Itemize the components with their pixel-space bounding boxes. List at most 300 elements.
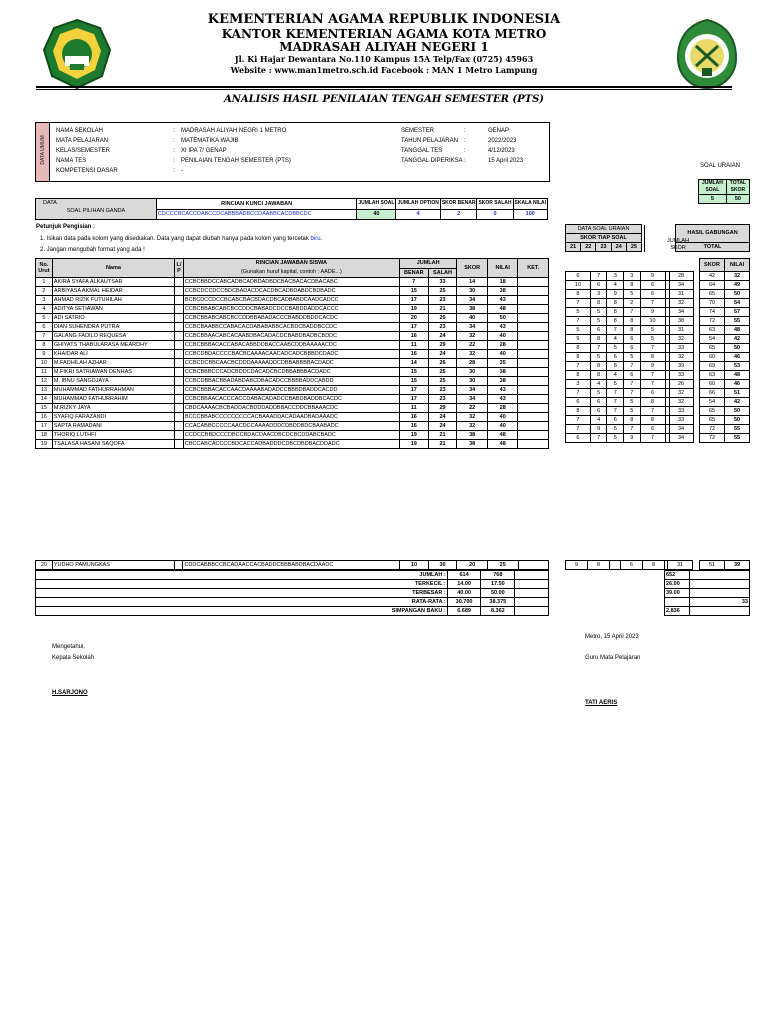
- row-ket[interactable]: [518, 395, 549, 404]
- essay-score-cell[interactable]: 7: [566, 388, 591, 397]
- essay-score-cell[interactable]: 3: [566, 379, 591, 388]
- row-nama[interactable]: M.RIZKY JAYA: [52, 404, 174, 413]
- row-benar: 20: [399, 314, 428, 323]
- essay-score-cell[interactable]: 5: [590, 388, 607, 397]
- row-jawaban[interactable]: CCBCBBAACABCACAABDBACADACDCBABDBADBCBDDC: [183, 332, 399, 341]
- essay-score-cell[interactable]: 8: [590, 370, 607, 379]
- essay-score-cell[interactable]: 8: [640, 397, 665, 406]
- essay-score-cell[interactable]: 7: [624, 307, 641, 316]
- table-row: [36, 287, 549, 296]
- info-value: GENAP: [488, 128, 510, 134]
- essay-score-cell[interactable]: 7: [624, 361, 641, 370]
- row-lp[interactable]: [174, 422, 183, 431]
- row20-nama[interactable]: YUDHO PAMUNGKAS: [52, 561, 174, 570]
- statistics-table-essay: [664, 570, 750, 616]
- row-jawaban[interactable]: CCDCCBBDCCCDBCCBDACDAACDBCDCBCDDABCBADC: [183, 431, 399, 440]
- soal-uraian-total-value[interactable]: 50: [726, 195, 749, 204]
- soal-uraian-title: SOAL URAIAN: [700, 163, 741, 169]
- essay-score-cell[interactable]: 9: [640, 271, 665, 280]
- essay-score-cell[interactable]: 5: [624, 406, 641, 415]
- essay-score-cell[interactable]: 6: [590, 280, 607, 289]
- essay-score-cell[interactable]: 4: [590, 379, 607, 388]
- essay-score-cell[interactable]: 7: [566, 361, 591, 370]
- row-nama[interactable]: ARBIYASA AKMAL HEIDAR: [52, 287, 174, 296]
- essay-row: [566, 361, 750, 370]
- essay-score-cell[interactable]: 7: [607, 388, 624, 397]
- row-skor: 38: [457, 440, 488, 449]
- essay-score-cell[interactable]: 8: [566, 406, 591, 415]
- essay-score-cell[interactable]: 7: [607, 406, 624, 415]
- row-lp[interactable]: [174, 377, 183, 386]
- table-row: [36, 386, 549, 395]
- row-nama[interactable]: MUHAMMAD FATHURRAHMAN: [52, 386, 174, 395]
- answer-key-salah[interactable]: 0: [477, 209, 513, 220]
- essay-score-cell[interactable]: 8: [607, 316, 624, 325]
- row-nama[interactable]: ADI SATRIO: [52, 314, 174, 323]
- instructions-item-1: 1. Isikan data pada kolom yang disediakan. Data yang dapat diubah hanya pada kolom yang tercetak biru.: [40, 236, 323, 242]
- row-lp[interactable]: [174, 332, 183, 341]
- essay-row: [566, 397, 750, 406]
- info-label: KELAS/SEMESTER: [56, 148, 111, 154]
- row-nama[interactable]: THORIQ LUTHFI: [52, 431, 174, 440]
- essay-score-cell[interactable]: 5: [607, 424, 624, 433]
- row-salah: 24: [428, 413, 457, 422]
- essay-score-cell[interactable]: 7: [624, 388, 641, 397]
- row-lp[interactable]: [174, 296, 183, 305]
- row-benar: 17: [399, 395, 428, 404]
- row-salah: 25: [428, 377, 457, 386]
- row20-no: 20: [36, 561, 53, 570]
- row-no: 19: [36, 440, 53, 449]
- essay-jumlah-cell: 32: [669, 388, 693, 397]
- essay-score-cell[interactable]: 6: [566, 433, 591, 442]
- soal-uraian-total-header: TOTAL SKOR: [726, 180, 749, 195]
- answer-key-salah-header: SKOR SALAH: [477, 199, 513, 210]
- essay-row: [566, 325, 750, 334]
- row-benar: 17: [399, 386, 428, 395]
- row-no: 8: [36, 341, 53, 350]
- row-jawaban[interactable]: BCBCDCCDCCBCABCBACBDACDBCADBABDCAADCADCC: [183, 296, 399, 305]
- essay-score-cell[interactable]: 8: [566, 370, 591, 379]
- essay-body-jumlah-gap: [669, 259, 693, 272]
- combined-nilai-header: NILAI: [725, 259, 750, 272]
- row-ket[interactable]: [518, 377, 549, 386]
- stats-gabungan: [690, 589, 750, 598]
- row-lp[interactable]: [174, 287, 183, 296]
- row20-q[interactable]: 8: [588, 561, 610, 570]
- row-lp[interactable]: [174, 323, 183, 332]
- row-jawaban[interactable]: CCBCDCBBCAACBCDDDAAAAADDCDBBABBBBACDADC: [183, 359, 399, 368]
- essay-score-cell[interactable]: 8: [640, 352, 665, 361]
- row-nama[interactable]: M. IBNU SANGDJAYA: [52, 377, 174, 386]
- row-jawaban[interactable]: BCCCBBABCCCCCCCCCACBAAADDACADAADBADAAADC: [183, 413, 399, 422]
- row-nama[interactable]: AHMAD RIZIK FUTUHILAH: [52, 296, 174, 305]
- essay-score-cell[interactable]: 3: [607, 271, 624, 280]
- essay-score-cell[interactable]: 7: [640, 406, 665, 415]
- stats-ket: [515, 571, 549, 580]
- essay-score-cell[interactable]: 8: [624, 280, 641, 289]
- answer-key-benar[interactable]: 2: [440, 209, 477, 220]
- essay-score-cell[interactable]: 5: [640, 334, 665, 343]
- row-salah: 21: [428, 431, 457, 440]
- row-skor: 34: [457, 395, 488, 404]
- essay-score-cell[interactable]: 6: [566, 271, 591, 280]
- essay-score-cell[interactable]: 7: [590, 433, 607, 442]
- answer-key-value[interactable]: CDCCCBCACCDABCCDCABBBADBCCDAABBCACDBBCDC: [156, 209, 356, 220]
- row-ket[interactable]: [518, 332, 549, 341]
- info-value: 15 April 2023: [488, 158, 524, 164]
- essay-score-cell[interactable]: 8: [607, 298, 624, 307]
- essay-score-cell[interactable]: 5: [640, 325, 665, 334]
- stats-essay-row: [665, 598, 750, 607]
- essay-score-cell[interactable]: 7: [624, 379, 641, 388]
- essay-jumlah-cell: 33: [669, 415, 693, 424]
- row-ket[interactable]: [518, 359, 549, 368]
- row-ket[interactable]: [518, 296, 549, 305]
- col-rincian-header: [183, 259, 399, 278]
- row-lp[interactable]: [174, 368, 183, 377]
- row-lp[interactable]: [174, 431, 183, 440]
- essay-body-spacer: [566, 259, 666, 272]
- stats-gabungan: [690, 580, 750, 589]
- essay-score-cell[interactable]: 4: [607, 280, 624, 289]
- stats-label: TERBESAR :: [36, 589, 448, 598]
- essay-q-header: 25: [626, 243, 641, 252]
- row-lp[interactable]: [174, 404, 183, 413]
- stats-skor: 14.00: [447, 580, 481, 589]
- row-jawaban[interactable]: CCBCBBBCCCADCBDDCDACADCBCDBBABBBACDADC: [183, 368, 399, 377]
- row-jawaban[interactable]: CCBCBBABCABCBCCDDBBABADACCCBABDDBDDCACDC: [183, 314, 399, 323]
- info-label: NAMA TES: [56, 158, 87, 164]
- row-no: 14: [36, 395, 53, 404]
- combined-nilai-cell: 42: [725, 397, 750, 406]
- table-row: [36, 332, 549, 341]
- info-colon: :: [173, 168, 175, 174]
- essay-score-cell[interactable]: 7: [640, 343, 665, 352]
- stats-skor: 30.700: [447, 598, 481, 607]
- row-nama[interactable]: DIAN SUHENDRA PUTRA: [52, 323, 174, 332]
- row-ket[interactable]: [518, 323, 549, 332]
- row-nama[interactable]: M.FIKRI SATRIAWAN DENHAS: [52, 368, 174, 377]
- essay-score-cell[interactable]: 6: [590, 397, 607, 406]
- essay-score-cell[interactable]: 6: [640, 280, 665, 289]
- essay-score-cell[interactable]: 7: [607, 397, 624, 406]
- essay-score-cell[interactable]: 6: [590, 406, 607, 415]
- page-title: ANALISIS HASIL PENILAIAN TENGAH SEMESTER (PTS): [223, 94, 545, 105]
- row20-skor: 20: [457, 561, 488, 570]
- essay-row: [566, 406, 750, 415]
- essay-score-cell[interactable]: 3: [624, 271, 641, 280]
- row20-ket[interactable]: [518, 561, 549, 570]
- combined-skor-cell: 65: [700, 406, 725, 415]
- essay-score-cell[interactable]: 7: [624, 424, 641, 433]
- answer-key-jopt[interactable]: 4: [396, 209, 440, 220]
- row-nama[interactable]: GALANG FADILO REQUESA: [52, 332, 174, 341]
- stats-nilai: 768: [481, 571, 515, 580]
- row-ket[interactable]: [518, 368, 549, 377]
- row-lp[interactable]: [174, 359, 183, 368]
- row20-jawaban[interactable]: CDDCABBBCCBCADAACCACBADDCBBBABDBACDAADC: [183, 561, 400, 570]
- essay-score-cell[interactable]: 8: [590, 298, 607, 307]
- signature-mengetahui: Mengetahui,: [52, 644, 86, 650]
- row-jawaban[interactable]: CCBCBAABBCCABACACDABABABBCACBDCBADDBCCDC: [183, 323, 399, 332]
- combined-nilai-cell: 53: [725, 361, 750, 370]
- essay-score-cell[interactable]: 5: [590, 352, 607, 361]
- row-jawaban[interactable]: CCBCBBBACACCAACDAAAABADADCCBBBDBADDCACDD: [183, 386, 399, 395]
- essay-score-cell[interactable]: 6: [624, 334, 641, 343]
- essay-score-cell[interactable]: 6: [640, 289, 665, 298]
- essay-score-cell[interactable]: 8: [640, 415, 665, 424]
- row20-q[interactable]: 6: [620, 561, 642, 570]
- essay-score-cell[interactable]: 5: [590, 307, 607, 316]
- row-benar: 7: [399, 278, 428, 287]
- essay-row: [566, 307, 750, 316]
- answer-key-skala-header: SKALA NILAI: [513, 199, 547, 210]
- row-no: 10: [36, 359, 53, 368]
- row-no: 16: [36, 413, 53, 422]
- row-ket[interactable]: [518, 404, 549, 413]
- row-ket[interactable]: [518, 413, 549, 422]
- combined-nilai-cell: 50: [725, 406, 750, 415]
- row-jawaban[interactable]: CCBCDBDACCCCBACBCAAAACAACADCADCBBBDCDADC: [183, 350, 399, 359]
- row-ket[interactable]: [518, 314, 549, 323]
- essay-score-cell[interactable]: 7: [566, 298, 591, 307]
- row20-q[interactable]: 9: [566, 561, 588, 570]
- row20-q[interactable]: [610, 561, 621, 570]
- essay-score-cell[interactable]: 5: [624, 397, 641, 406]
- row-nama[interactable]: GHIYATS THABULARASA MEARDHY: [52, 341, 174, 350]
- row-nilai: 18: [487, 278, 518, 287]
- essay-score-cell[interactable]: 7: [566, 415, 591, 424]
- info-colon: :: [464, 138, 466, 144]
- essay-score-cell[interactable]: 8: [566, 343, 591, 352]
- essay-score-cell[interactable]: 5: [607, 343, 624, 352]
- essay-row: [566, 379, 750, 388]
- row-jawaban[interactable]: CCBCDCCDCCBDCBADACDCACDBCADBDABDCBDBADC: [183, 287, 399, 296]
- table-row: [36, 404, 549, 413]
- essay-score-cell[interactable]: 8: [624, 325, 641, 334]
- row-salah: 25: [428, 368, 457, 377]
- row-lp[interactable]: [174, 350, 183, 359]
- essay-row: [566, 370, 750, 379]
- answer-key-skala[interactable]: 100: [513, 209, 547, 220]
- row-nama[interactable]: KHAIDAR ALI: [52, 350, 174, 359]
- essay-row: [566, 433, 750, 442]
- essay-score-cell[interactable]: 10: [566, 280, 591, 289]
- row-lp[interactable]: [174, 386, 183, 395]
- row-ket[interactable]: [518, 386, 549, 395]
- essay-row: [566, 298, 750, 307]
- stats-label: JUMLAH :: [36, 571, 448, 580]
- essay-score-cell[interactable]: 4: [607, 370, 624, 379]
- instructions-title: Petunjuk Pengisian :: [36, 224, 96, 230]
- row-jawaban[interactable]: CCBCDBBACBBADABDABCDBACADCCBBBBADDCABDD: [183, 377, 399, 386]
- table-row: [36, 296, 549, 305]
- row-nilai: 40: [487, 350, 518, 359]
- essay-score-cell[interactable]: 6: [590, 325, 607, 334]
- row-lp[interactable]: [174, 440, 183, 449]
- row-lp[interactable]: [174, 314, 183, 323]
- essay-score-cell[interactable]: 9: [640, 307, 665, 316]
- essay-score-cell[interactable]: 5: [566, 307, 591, 316]
- essay-score-cell[interactable]: 9: [590, 424, 607, 433]
- row-jawaban[interactable]: CCBCBBAACACCCACCDABACADADCCBABDBADDBCACDC: [183, 395, 399, 404]
- info-value: -: [181, 168, 183, 174]
- row-ket[interactable]: [518, 440, 549, 449]
- row-jawaban[interactable]: CCBCBBDCCABCADBCADBDADBDCBACBACACDBACABC: [183, 278, 399, 287]
- essay-row: [566, 316, 750, 325]
- row-ket[interactable]: [518, 431, 549, 440]
- stats-ket: [515, 589, 549, 598]
- essay-score-cell[interactable]: 10: [640, 316, 665, 325]
- row-jawaban[interactable]: CBDCAAAACBCBADDACBDDDADDBBACCDDCBBAAACDC: [183, 404, 399, 413]
- stats-jumlah: 26.00: [665, 580, 690, 589]
- essay-score-cell[interactable]: 6: [566, 397, 591, 406]
- essay-score-cell[interactable]: 7: [566, 424, 591, 433]
- essay-score-cell[interactable]: 5: [566, 325, 591, 334]
- essay-score-cell[interactable]: 5: [624, 352, 641, 361]
- table-row: [36, 395, 549, 404]
- row-jawaban[interactable]: CCBCBBABCABCBCCDDCBABADCDCCBABDDADDCACCC: [183, 305, 399, 314]
- essay-score-cell[interactable]: 8: [624, 316, 641, 325]
- row-jawaban[interactable]: CCACABBCCCCCAACDCCAAAADDDCDBDDBDCBAABADC: [183, 422, 399, 431]
- col-benar-header: BENAR: [399, 268, 428, 278]
- essay-score-cell[interactable]: 8: [624, 415, 641, 424]
- essay-score-cell[interactable]: 6: [640, 424, 665, 433]
- essay-score-cell[interactable]: 4: [607, 334, 624, 343]
- essay-q-header: 21: [566, 243, 581, 252]
- row-skor: 38: [457, 431, 488, 440]
- essay-score-cell[interactable]: 7: [566, 316, 591, 325]
- row-nama[interactable]: SYAFIQ FARAZANDI: [52, 413, 174, 422]
- row-skor: 32: [457, 413, 488, 422]
- answer-key-data-label: DATA: [43, 200, 57, 206]
- row-ket[interactable]: [518, 422, 549, 431]
- row-ket[interactable]: [518, 287, 549, 296]
- essay-score-cell[interactable]: 7: [590, 343, 607, 352]
- row-salah: 21: [428, 305, 457, 314]
- essay-score-cell[interactable]: 6: [607, 352, 624, 361]
- answer-key-jsoal[interactable]: 40: [357, 209, 396, 220]
- row-benar: 14: [399, 359, 428, 368]
- essay-score-cell[interactable]: 7: [640, 433, 665, 442]
- row-skor: 14: [457, 278, 488, 287]
- essay-score-cell[interactable]: 5: [607, 379, 624, 388]
- row-ket[interactable]: [518, 278, 549, 287]
- row-nama[interactable]: ADITYA SETIAWAN: [52, 305, 174, 314]
- essay-score-cell[interactable]: 9: [640, 361, 665, 370]
- essay-score-cell[interactable]: 9: [607, 289, 624, 298]
- stats-nilai: 17.50: [481, 580, 515, 589]
- row-ket[interactable]: [518, 350, 549, 359]
- essay-score-cell[interactable]: 7: [607, 325, 624, 334]
- essay-score-cell[interactable]: 8: [590, 334, 607, 343]
- essay-scores-body: [565, 258, 750, 443]
- row-benar: 16: [399, 332, 428, 341]
- stats-nilai: 8.362: [481, 607, 515, 616]
- essay-score-cell[interactable]: 5: [607, 433, 624, 442]
- row-nama[interactable]: MUHAMMAD FATHURRAHIM: [52, 395, 174, 404]
- row-ket[interactable]: [518, 341, 549, 350]
- essay-score-cell[interactable]: 6: [624, 370, 641, 379]
- row-lp[interactable]: [174, 395, 183, 404]
- stats-gabungan: [690, 607, 750, 616]
- row-no: 6: [36, 323, 53, 332]
- row20-q[interactable]: 8: [642, 561, 664, 570]
- essay-score-cell[interactable]: 8: [566, 352, 591, 361]
- row-nilai: 50: [487, 314, 518, 323]
- row-lp[interactable]: [174, 305, 183, 314]
- row-lp[interactable]: [174, 413, 183, 422]
- essay-score-cell[interactable]: 5: [624, 289, 641, 298]
- answer-key-jsoal-header: JUMLAH SOAL: [357, 199, 396, 210]
- essay-score-cell[interactable]: 7: [640, 298, 665, 307]
- essay-score-cell[interactable]: 8: [566, 289, 591, 298]
- row-lp[interactable]: [174, 341, 183, 350]
- row-jawaban[interactable]: CCBCBBBACACCABACABBDDBACCAABCDDBAAAAACDC: [183, 341, 399, 350]
- table-row: [36, 413, 549, 422]
- table-row: [36, 350, 549, 359]
- row-nama[interactable]: SAPTA RAMADANI: [52, 422, 174, 431]
- essay-score-cell[interactable]: 8: [607, 361, 624, 370]
- essay-score-cell[interactable]: 3: [590, 289, 607, 298]
- row-no: 9: [36, 350, 53, 359]
- essay-score-cell[interactable]: 6: [607, 415, 624, 424]
- combined-nilai-cell: 50: [725, 343, 750, 352]
- row-skor: 34: [457, 296, 488, 305]
- essay-row: [566, 415, 750, 424]
- row-jawaban[interactable]: CBCCABCACCCCBDCACCADBADDDCDBCDBDBACDDADC: [183, 440, 399, 449]
- row-nama[interactable]: M.FADHILAH AZHAR: [52, 359, 174, 368]
- essay-score-cell[interactable]: 9: [566, 334, 591, 343]
- row-salah: 24: [428, 350, 457, 359]
- row20-lp[interactable]: [174, 561, 183, 570]
- essay-score-cell[interactable]: 9: [624, 433, 641, 442]
- table-row: [36, 422, 549, 431]
- essay-score-cell[interactable]: 7: [590, 271, 607, 280]
- row-lp[interactable]: [174, 278, 183, 287]
- essay-score-cell[interactable]: 5: [590, 316, 607, 325]
- row-salah: 29: [428, 341, 457, 350]
- answer-key-benar-header: SKOR BENAR: [440, 199, 477, 210]
- row-nama[interactable]: AKIRA SYAFA ALKAUTSAR: [52, 278, 174, 287]
- letterhead-line2: KANTOR KEMENTERIAN AGAMA KOTA METRO: [221, 27, 547, 41]
- essay-row: [566, 271, 750, 280]
- row-no: 7: [36, 332, 53, 341]
- row-no: 15: [36, 404, 53, 413]
- info-label: NAMA SEKOLAH: [56, 128, 104, 134]
- stats-essay-row: [665, 607, 750, 616]
- instructions-item-2: 2. Jangan mengubah format yang ada !: [40, 247, 145, 253]
- row-salah: 24: [428, 422, 457, 431]
- combined-nilai-cell: 50: [725, 415, 750, 424]
- row-salah: 21: [428, 440, 457, 449]
- row-benar: 15: [399, 377, 428, 386]
- combined-skor-cell: 54: [700, 334, 725, 343]
- row-nama[interactable]: TSALASA HASANI SAQOFA: [52, 440, 174, 449]
- essay-score-cell[interactable]: 8: [607, 307, 624, 316]
- essay-score-cell[interactable]: 4: [590, 415, 607, 424]
- essay-score-cell[interactable]: 8: [590, 361, 607, 370]
- essay-score-cell[interactable]: 6: [624, 343, 641, 352]
- essay-score-cell[interactable]: 7: [640, 370, 665, 379]
- soal-uraian-jumlah-value[interactable]: 5: [699, 195, 727, 204]
- row-ket[interactable]: [518, 305, 549, 314]
- row-skor: 38: [457, 305, 488, 314]
- essay-score-cell[interactable]: 2: [624, 298, 641, 307]
- essay-score-cell[interactable]: 6: [640, 388, 665, 397]
- essay-score-cell[interactable]: 7: [640, 379, 665, 388]
